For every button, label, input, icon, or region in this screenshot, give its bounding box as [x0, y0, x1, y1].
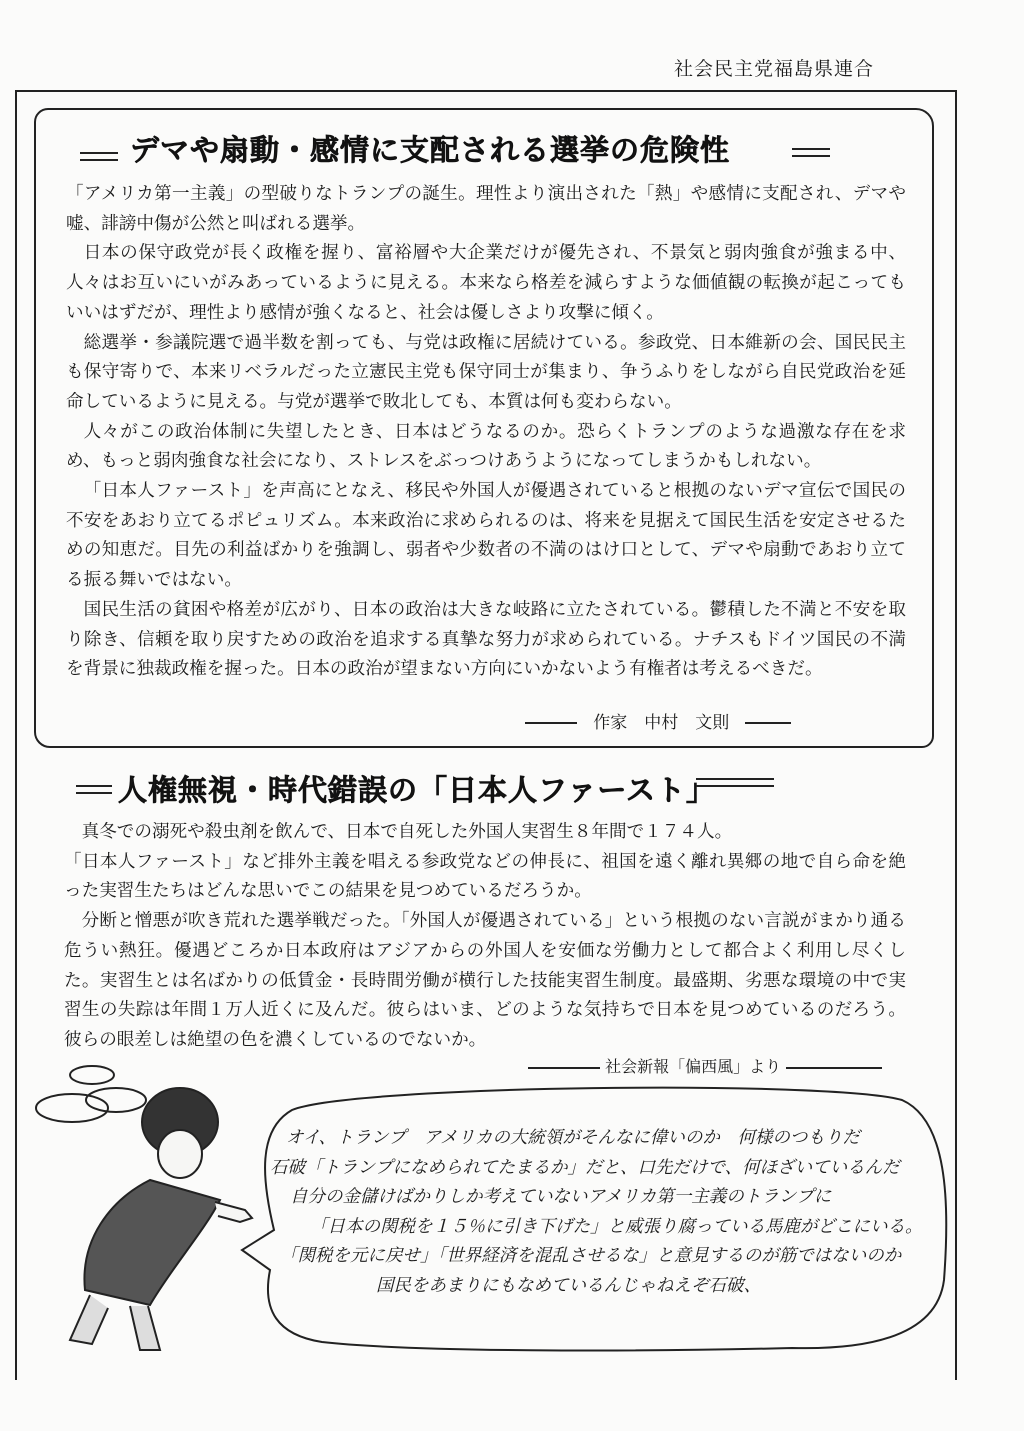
bubble-line: 「関税を元に戻せ」「世界経済を混乱させるな」と意見するのが筋ではないのか [280, 1246, 902, 1266]
headline-dash-right [792, 148, 830, 157]
face [158, 1130, 202, 1178]
article1-author: 作家 中村 文則 [593, 713, 730, 733]
bubble-line: 自分の金儲けばかりしか考えていないアメリカ第一主義のトランプに [290, 1187, 832, 1207]
bubble-line: オイ、トランプ アメリカの大統領がそんなに偉いのか 何様のつもりだ [286, 1128, 860, 1148]
thought-cloud-small [70, 1066, 114, 1084]
article2-source-text: 社会新報「偏西風」より [605, 1057, 782, 1076]
article1-body [66, 180, 906, 685]
article1-paragraph: 人々がこの政治体制に失望したとき、日本はどうなるのか。恐らくトランプのような過激な存在を求め、もっと弱肉強食な社会になり、ストレスをぶっつけあうようになってしまうかもしれない。 [66, 421, 906, 472]
headline2-dash-left [76, 785, 112, 794]
article2-paragraph: 「日本人ファースト」など排外主義を唱える参政党などの伸長に、祖国を遠く離れ異郷の地で自ら命を絶った実習生たちはどんな思いでこの結果を見つめているだろうか。 [64, 851, 906, 902]
article2-body [64, 818, 906, 1056]
headline2-dash-right [696, 778, 774, 787]
kimono-body [84, 1180, 220, 1305]
bubble-line: 国民をあまりにもなめているんじゃねえぞ石破、 [376, 1275, 761, 1296]
speech-bubble-text [270, 1124, 950, 1301]
article1-signature [525, 708, 791, 733]
thought-cloud-medium [36, 1094, 108, 1122]
article2-paragraph: 分断と憎悪が吹き荒れた選挙戦だった。「外国人が優遇されている」という根拠のない言説がまかり通る危うい熱狂。優遇どころか日本政府はアジアからの外国人を安価な労働力として都合よく利用し尽くした。実習生とは名ばかりの低賃金・長時間労働が横行した技能実習生制度。最盛期、劣悪な環境の中で実習生の失踪は年間１万人近くに及んだ。彼らはいま、どのような気持ちで日本を見つめているのだろう。彼らの眼差しは絶望の色を濃くしているのでないか。 [64, 911, 906, 1050]
leg-left [70, 1295, 108, 1344]
article2-paragraph: 真冬での溺死や殺虫剤を飲んで、日本で自死した外国人実習生８年間で１７４人。 [81, 822, 733, 842]
signature-dash-left [525, 722, 577, 724]
article1-title: デマや扇動・感情に支配される選挙の危険性 [130, 133, 731, 167]
article1-paragraph: 日本の保守政党が長く政権を握り、富裕層や大企業だけが優先され、不景気と弱肉強食が強まる中、人々はお互いにいがみあっているように見える。本来なら格差を減らすような価値観の転換が起こってもいいはずだが、理性より感情が強くなると、社会は優しさより攻撃に傾く。 [66, 243, 906, 323]
thought-cloud-medium [86, 1088, 146, 1112]
cartoon-figure [30, 1060, 260, 1360]
article1-paragraph: 総選挙・参議院選で過半数を割っても、与党は政権に居続けている。参政党、日本維新の会、国民民主も保守寄りで、本来リベラルだった立憲民主党も保守同士が集まり、争うふりをしながら自民党政治を延命しているように見える。与党が選挙で敗北しても、本質は何も変わらない。 [66, 332, 906, 412]
article2-title: 人権無視・時代錯誤の「日本人ファースト」 [118, 773, 716, 807]
signature-dash-right [745, 722, 791, 724]
leg-right [130, 1306, 160, 1350]
article1-paragraph: 国民生活の貧困や格差が広がり、日本の政治は大きな岐路に立たされている。鬱積した不満と不安を取り除き、信頼を取り戻すための政治を追求する真摯な努力が求められている。ナチスもドイツ国民の不満を背景に独裁政権を握った。日本の政治が望まない方向にいかないよう有権者は考えるべきだ。 [66, 599, 906, 680]
article1-paragraph: 「アメリカ第一主義」の型破りなトランプの誕生。理性より演出された「熱」や感情に支配され、デマや嘘、誹謗中傷が公然と叫ばれる選挙。 [66, 184, 906, 234]
source-dash-left [528, 1067, 600, 1069]
bubble-line: 「日本の関税を１５％に引き下げた」と威張り腐っている馬鹿がどこにいる。 [310, 1216, 923, 1237]
headline-dash-left [80, 152, 118, 161]
article2-source [528, 1054, 882, 1077]
bubble-line: 石破「トランプになめられてたまるか」だと、口先だけで、何ほざいているんだ [270, 1157, 900, 1178]
organization-name: 社会民主党福島県連合 [673, 58, 874, 80]
source-dash-right [786, 1067, 882, 1069]
article1-paragraph: 「日本人ファースト」を声高にとなえ、移民や外国人が優遇されていると根拠のないデマ宣伝で国民の不安をあおり立てるポピュリズム。本来政治に求められるのは、将来を見据えて国民生活を安定させるための知恵だ。目先の利益ばかりを強調し、弱者や少数者の不満のはけ口として、デマや扇動であおり立てる振る舞いではない。 [66, 481, 906, 591]
